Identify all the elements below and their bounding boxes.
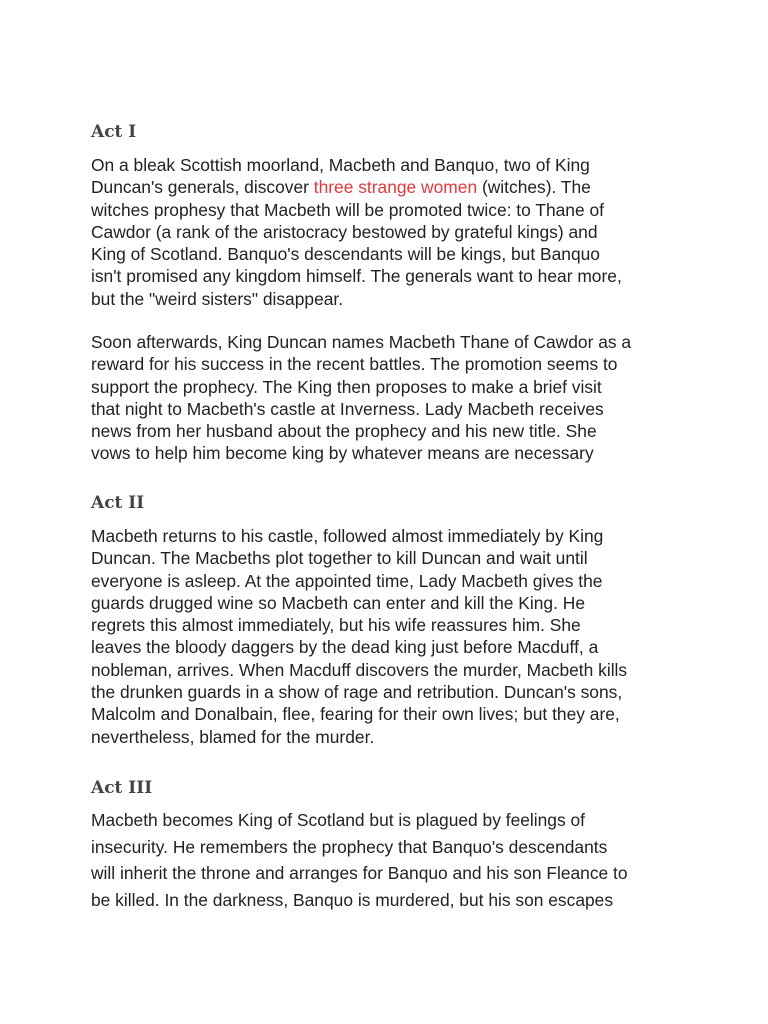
text-line: Macbeth returns to his castle, followed almost immediately by King (91, 526, 604, 546)
text-line: Malcolm and Donalbain, flee, fearing for their own lives; but they are, (91, 704, 620, 725)
text-line: Cawdor (a rank of the aristocracy bestowed by grateful kings) and (91, 221, 598, 242)
text-line: that night to Macbeth's castle at Inverness. Lady Macbeth receives (91, 398, 604, 419)
text-line: insecurity. He remembers the prophecy that Banquo's descendants (91, 836, 608, 857)
text-line: reward for his success in the recent battles. The promotion seems to (91, 354, 618, 375)
text-line: Duncan. The Macbeths plot together to kill Duncan and wait until (91, 548, 588, 569)
text-line: Soon afterwards, King Duncan names Macbeth Thane of Cawdor as a (91, 332, 632, 352)
act-1-paragraph-2 (91, 331, 691, 465)
text-line: witches prophesy that Macbeth will be promoted twice: to Thane of (91, 199, 604, 220)
highlighted-link-text[interactable]: three strange women (313, 177, 478, 198)
text-line: On a bleak Scottish moorland, Macbeth and Banquo, two of King (91, 155, 590, 175)
text-line: regrets this almost immediately, but his wife reassures him. She (91, 615, 581, 636)
text-line: nobleman, arrives. When Macduff discovers the murder, Macbeth kills (91, 659, 628, 680)
text-segment: (witches). The (477, 177, 591, 198)
text-line: King of Scotland. Banquo's descendants will be kings, but Banquo (91, 244, 600, 265)
text-line: everyone is asleep. At the appointed time, Lady Macbeth gives the (91, 570, 603, 591)
text-line: the drunken guards in a show of rage and retribution. Duncan's sons, (91, 682, 623, 703)
act-1-heading: Act I (91, 122, 137, 142)
text-line: nevertheless, blamed for the murder. (91, 726, 375, 747)
text-line: vows to help him become king by whatever means are necessary (91, 443, 594, 464)
act-2-paragraph-1 (91, 525, 691, 748)
text-line: but the "weird sisters" disappear. (91, 288, 344, 309)
act-3-paragraph-1 (91, 807, 691, 913)
text-line: guards drugged wine so Macbeth can enter and kill the King. He (91, 592, 586, 613)
text-line: news from her husband about the prophecy and his new title. She (91, 421, 597, 442)
text-line: support the prophecy. The King then proposes to make a brief visit (91, 376, 602, 397)
text-line: leaves the bloody daggers by the dead king just before Macduff, a (91, 637, 599, 658)
act-2-heading: Act II (91, 493, 145, 513)
act-3-heading: Act III (91, 778, 153, 798)
text-segment: Duncan's generals, discover (91, 177, 314, 198)
text-line: be killed. In the darkness, Banquo is murdered, but his son escapes (91, 889, 614, 910)
act-1-paragraph-1 (91, 154, 691, 310)
text-line: Macbeth becomes King of Scotland but is plagued by feelings of (91, 810, 586, 830)
text-line (91, 176, 691, 198)
text-line: will inherit the throne and arranges for Banquo and his son Fleance to (91, 863, 628, 883)
text-line: isn't promised any kingdom himself. The generals want to hear more, (91, 266, 622, 287)
